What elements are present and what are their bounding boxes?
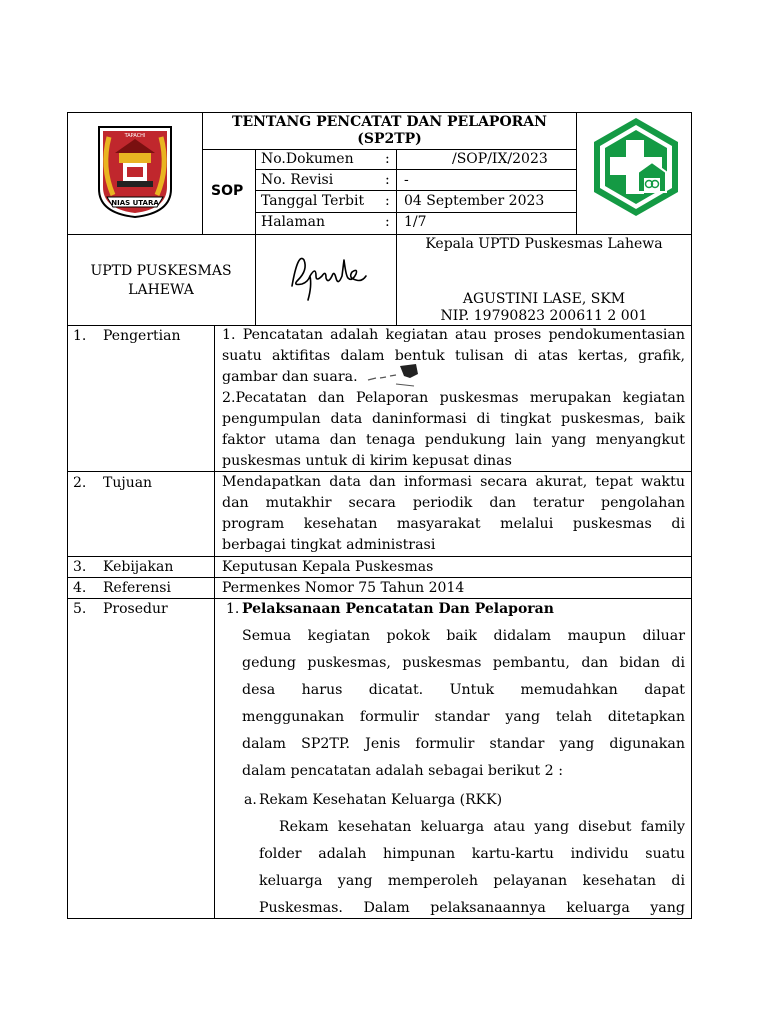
- meta-label-no-revisi: No. Revisi: [261, 172, 334, 188]
- meta-value-no-revisi: -: [404, 172, 409, 188]
- section-number: 3.: [73, 559, 87, 575]
- body-line: dalam pencatatan adalah sebagai berikut 2 :: [242, 763, 563, 779]
- meta-value-no-dokumen: /SOP/IX/2023: [452, 151, 548, 167]
- body-line: menggunakan formulir standar yang telah ditetapkan: [242, 709, 685, 725]
- title-line-2: (SP2TP): [357, 131, 422, 147]
- body-line: program kesehatan masyarakat melalui puskesmas di: [222, 516, 685, 532]
- body-line: 2.Pecatatan dan Pelaporan puskesmas merupakan kegiatan: [222, 390, 685, 406]
- body-line: keluarga yang memperoleh pelayanan kesehatan di: [259, 873, 685, 889]
- body-line: pengumpulan data daninformasi di tingkat puskesmas, baik: [222, 411, 685, 427]
- head-title: Kepala UPTD Puskesmas Lahewa: [425, 236, 663, 252]
- rule: [255, 190, 577, 191]
- rule: [214, 325, 215, 919]
- sop-label: SOP: [211, 183, 244, 199]
- meta-colon: :: [385, 214, 390, 230]
- meta-value-tanggal-terbit: 04 September 2023: [404, 193, 545, 209]
- body-line: Semua kegiatan pokok baik didalam maupun diluar: [242, 628, 685, 644]
- section-number: 5.: [73, 601, 87, 617]
- ink-smudge: [366, 362, 420, 388]
- body-line: puskesmas untuk di kirim kepusat dinas: [222, 453, 512, 469]
- meta-label-halaman: Halaman: [261, 214, 326, 230]
- section-label-pengertian: Pengertian: [103, 328, 181, 344]
- body-line: Puskesmas. Dalam pelaksanaannya keluarga yang: [259, 900, 685, 916]
- section-body-pengertian: [222, 325, 685, 472]
- document-title: [203, 114, 576, 148]
- body-line: desa harus dicatat. Untuk memudahkan dapat: [242, 682, 685, 698]
- rule: [67, 598, 692, 599]
- rule: [67, 577, 692, 578]
- body-line: suatu aktifitas dalam bentuk tulisan di atas kertas, grafik,: [222, 348, 685, 364]
- signature: [286, 246, 370, 304]
- body-line: folder adalah himpunan kartu-kartu individu suatu: [259, 846, 685, 862]
- procedure-paragraph: [242, 623, 685, 785]
- body-line: berbagai tingkat administrasi: [222, 537, 436, 553]
- meta-label-no-dokumen: No.Dokumen: [261, 151, 354, 167]
- svg-text:TAPACHI: TAPACHI: [124, 133, 146, 139]
- body-line: dalam SP2TP. Jenis formulir standar yang digunakan: [242, 736, 685, 752]
- head-name: AGUSTINI LASE, SKM: [462, 291, 626, 307]
- rule: [202, 149, 577, 150]
- org-name-line-1: UPTD PUSKESMAS: [90, 263, 232, 279]
- section-body-tujuan: [222, 472, 685, 556]
- body-line: Mendapatkan data dan informasi secara akurat, tepat waktu: [222, 474, 685, 490]
- procedure-heading: Pelaksanaan Pencatatan Dan Pelaporan: [242, 601, 554, 617]
- section-label-prosedur: Prosedur: [103, 601, 168, 617]
- meta-label-tanggal-terbit: Tanggal Terbit: [261, 193, 365, 209]
- body-line: Rekam kesehatan keluarga atau yang disebut family: [279, 819, 685, 835]
- procedure-heading-number: 1.: [226, 601, 240, 617]
- puskesmas-logo: [592, 116, 680, 218]
- section-label-tujuan: Tujuan: [103, 475, 153, 491]
- body-line: gambar dan suara.: [222, 369, 358, 385]
- regency-emblem: [93, 117, 177, 221]
- body-line: dan mutakhir secara periodik dan teratur pengolahan: [222, 495, 685, 511]
- body-line: faktor utama dan tenaga pendukung lain yang menyangkut: [222, 432, 685, 448]
- section-number: 1.: [73, 328, 87, 344]
- rule: [255, 212, 577, 213]
- section-number: 2.: [73, 475, 87, 491]
- emblem-text: NIAS UTARA: [111, 199, 159, 207]
- title-line-1: TENTANG PENCATAT DAN PELAPORAN: [232, 114, 547, 130]
- sub-item-letter: a.: [244, 792, 257, 808]
- section-label-referensi: Referensi: [103, 580, 171, 596]
- rule: [67, 234, 692, 235]
- sub-item-paragraph: [259, 814, 685, 922]
- org-name: [68, 262, 254, 300]
- meta-colon: :: [385, 172, 390, 188]
- section-body-referensi: Permenkes Nomor 75 Tahun 2014: [222, 580, 465, 596]
- section-body-kebijakan: Keputusan Kepala Puskesmas: [222, 559, 434, 575]
- section-number: 4.: [73, 580, 87, 596]
- body-line: gedung puskesmas, puskesmas pembantu, dan bidan di: [242, 655, 685, 671]
- body-line: 1. Pencatatan adalah kegiatan atau proses pendokumentasian: [222, 327, 685, 343]
- meta-colon: :: [385, 151, 390, 167]
- rule: [67, 556, 692, 557]
- meta-value-halaman: 1/7: [404, 214, 427, 230]
- rule: [576, 112, 577, 234]
- rule: [67, 112, 692, 113]
- meta-colon: :: [385, 193, 390, 209]
- rule: [255, 149, 256, 325]
- rule: [255, 169, 577, 170]
- sub-item-heading: Rekam Kesehatan Keluarga (RKK): [259, 792, 503, 808]
- head-nip: NIP. 19790823 200611 2 001: [440, 308, 648, 324]
- section-label-kebijakan: Kebijakan: [103, 559, 174, 575]
- org-name-line-2: LAHEWA: [128, 282, 194, 298]
